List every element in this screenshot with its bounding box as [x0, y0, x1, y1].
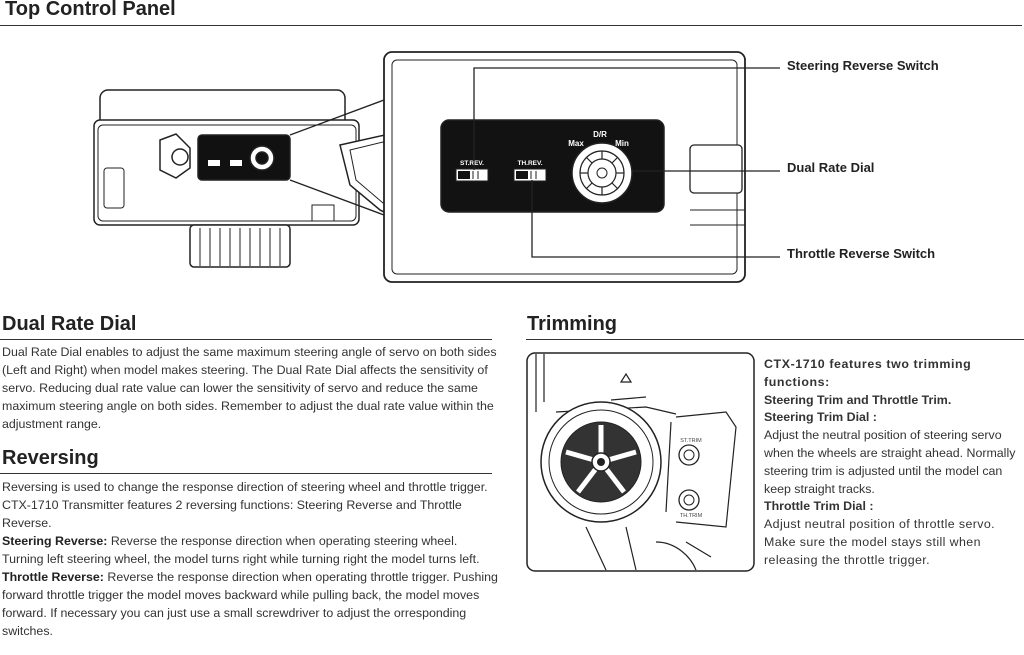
dual-rate-body: Dual Rate Dial enables to adjust the same maximum steering angle of servo on both sides (Left and Right) when model makes steering. The Dual Rate Dial affects the sensitivity of servo. Reducing dual rate value can lower the sensitivity of servo and reduce the same maximum steering angle on both sides. Remember to adjust the dual rate value within the adjustment range. — [2, 345, 497, 431]
th-trim-label: TH.TRIM — [679, 513, 703, 519]
steering-trim-text: Adjust the neutral position of steering servo when the wheels are straight ahead. Normally steering trim is adjusted until the model can keep straight tracks. — [764, 428, 1016, 496]
reversing-rule — [0, 473, 492, 474]
trimming-heading: Trimming — [527, 313, 618, 335]
min-label: Min — [615, 139, 629, 148]
dual-rate-rule — [0, 339, 492, 340]
steering-reverse-label: Steering Reverse: — [2, 534, 108, 548]
trimming-rule — [526, 339, 1024, 340]
page-title: Top Control Panel — [5, 0, 176, 20]
max-label: Max — [568, 139, 584, 148]
steering-reverse-callout: Steering Reverse Switch — [787, 58, 939, 73]
steering-trim-dial[interactable] — [679, 445, 699, 465]
st-rev-label: ST.REV. — [460, 160, 484, 167]
trimming-features-sub: Steering Trim and Throttle Trim. — [764, 392, 952, 407]
trimming-illustration — [526, 352, 756, 574]
throttle-reverse-text: Reverse the response direction when operating throttle trigger. Pushing forward throttle trigger the model moves backward while pulling back, the model moves forward. If necessary you can just use a small screwdriver to adjust the orresponding switches. — [2, 570, 498, 638]
throttle-reverse-label: Throttle Reverse: — [2, 570, 104, 584]
throttle-reverse-switch[interactable] — [514, 169, 546, 181]
steering-reverse-switch[interactable] — [456, 169, 488, 181]
trimming-features: CTX-1710 features two trimming functions: — [764, 357, 972, 389]
throttle-trim-text: Adjust neutral position of throttle servo. Make sure the model stays still when releasing the throttle trigger. — [764, 517, 995, 567]
steering-reverse-text: Reverse the response direction when operating steering wheel. Turning left steering wheel, the model turns right while turning right the model turns left. — [2, 534, 480, 566]
title-rule — [0, 25, 1022, 26]
reversing-body — [2, 478, 502, 640]
throttle-reverse-callout: Throttle Reverse Switch — [787, 246, 936, 261]
st-trim-label: ST.TRIM — [680, 438, 702, 444]
reversing-intro: Reversing is used to change the response direction of steering wheel and throttle trigger. CTX-1710 Transmitter features 2 reversing functions: Steering Reverse and Throttle Reverse. — [2, 480, 488, 530]
th-rev-label: TH.REV. — [517, 160, 543, 167]
throttle-trim-label: Throttle Trim Dial : — [764, 499, 874, 514]
enlarged-control-panel — [384, 52, 745, 282]
throttle-trim-dial[interactable] — [679, 490, 699, 510]
steering-trim-label: Steering Trim Dial : — [764, 410, 877, 425]
transmitter-overview-figure — [94, 90, 359, 267]
dual-rate-heading: Dual Rate Dial — [2, 313, 137, 335]
dual-rate-callout: Dual Rate Dial — [787, 160, 875, 175]
dr-label: D/R — [593, 130, 607, 139]
reversing-heading: Reversing — [2, 447, 99, 469]
trimming-body — [764, 356, 1024, 570]
